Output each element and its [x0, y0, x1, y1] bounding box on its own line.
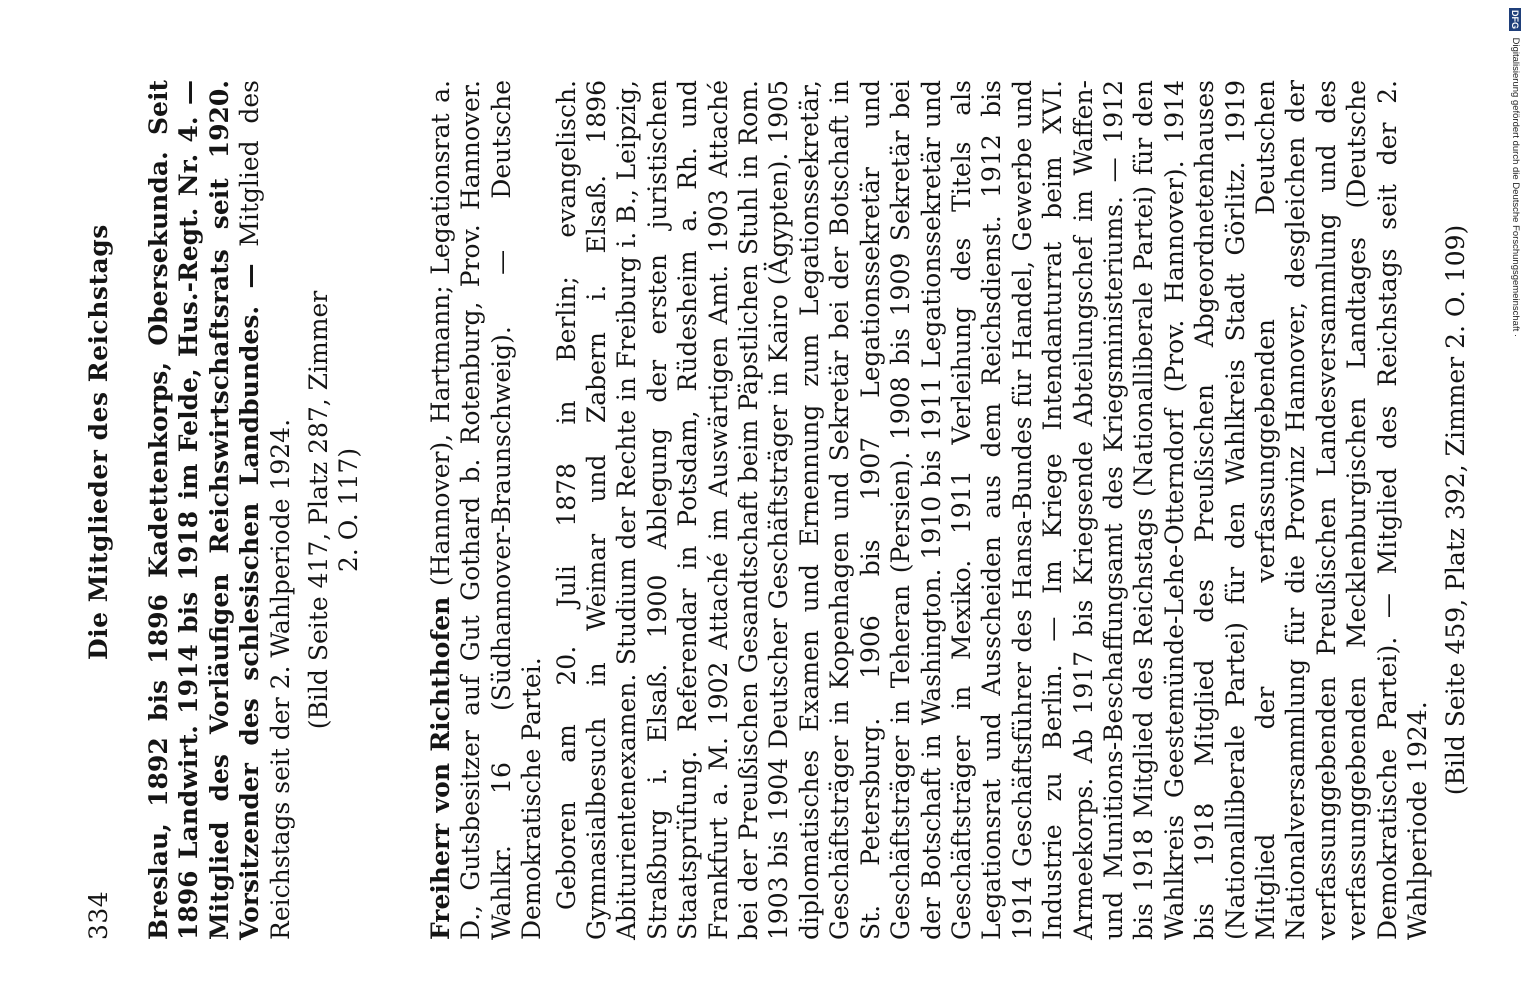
- page-header: [80, 40, 126, 940]
- rotated-book-page: [70, 20, 1523, 980]
- dfg-logo: DFG: [1510, 10, 1520, 29]
- digitization-text: Digitalisierung gefördert durch die Deutsche Forschungsgemeinschaft ·: [1510, 37, 1521, 338]
- photo-reference: (Bild Seite 417, Platz 287, Zimmer 2. O. 117): [304, 290, 364, 730]
- member-entry-continuation: [144, 80, 364, 940]
- member-name: Freiherr von Richthofen: [426, 596, 455, 940]
- entry-intro: [426, 80, 548, 940]
- digitization-notice: [1509, 8, 1521, 337]
- biography-text: Geboren am 20. Juli 1878 in Berlin; evangelisch. Gymnasialbesuch in Weimar und Zabern i. Elsaß. 1896 Abiturientenexamen. Studium der Rechte in Freiburg i. B., Leipzig, Straßburg i. Elsaß. 1900 Ablegung der ersten juristischen Staatsprüfung. Referendar in Potsdam, Rüdesheim a. Rh. und Frankfurt a. M. 1902 Attaché im Auswärtigen Amt. 1903 Attaché bei der Preußischen Gesandtschaft beim Päpstlichen Stuhl in Rom. 1903 bis 1904 Deutscher Geschäftsträger in Kairo (Ägypten). 1905 diplomatisches Examen und Ernennung zum Legationssekretär, Geschäftsträger in Kopenhagen und Sekretär bei der Botschaft in St. Petersburg. 1906 bis 1907 Legationssekretär und Geschäftsträger in Teheran (Persien). 1908 bis 1909 Sekretär bei der Botschaft in Washington. 1910 bis 1911 Legationssekretär und Geschäftsträger in Mexiko. 1911 Verleihung des Titels als Legationsrat und Ausscheiden aus dem Reichsdienst. 1912 bis 1914 Geschäftsführer des Hansa-Bundes für Handel, Gewerbe und Industrie zu Berlin. — Im Kriege Intendanturrat beim XVI. Armeekorps. Ab 1917 bis Kriegsende Abteilungschef im Waffen- und Munitions-Beschaffungsamt des Kriegsministeriums. — 1912 bis 1918 Mitglied des Reichstags (Nationalliberale Partei) für den Wahlkreis Geestemünde-Lehe-Otterndorf (Prov. Hannover). 1914 bis 1918 Mitglied des Preußischen Abgeordnetenhauses (Nationalliberale Partei) für den Wahlkreis Stadt Görlitz. 1919 Mitglied der verfassunggebenden Deutschen Nationalversammlung für die Provinz Hannover, desgleichen der verfassunggebenden Preußischen Landesversammlung und des verfassunggebenden Mecklenburgischen Landtages (Deutsche Demokratische Partei). —: [551, 80, 1402, 940]
- running-title: Die Mitglieder des Reichstags: [84, 224, 113, 660]
- member-biography: [552, 80, 1434, 940]
- member-intro: (Hannover), Hartmann; Legationsrat a. D., Gutsbesitzer auf Gut Gothard b. Rotenburg, Prov. Hannover. Wahlkr. 16 (Südhannover-Braunschweig). — Deutsche Demokratische Partei.: [426, 80, 547, 940]
- photo-reference-2: (Bild Seite 459, Platz 392, Zimmer 2. O. 109): [1441, 224, 1471, 796]
- biography-end: Mitglied des Reichstags seit der 2. Wahlperiode 1924.: [1372, 80, 1432, 940]
- member-entry-richthofen: [426, 80, 1472, 940]
- entry-text-b: Mitglied des Vorläufigen Reichswirtschaftsrats seit 1920. Vorsitzender des schlesischen Landbundes. —: [204, 80, 265, 940]
- entry-text: [144, 80, 296, 940]
- entry-text-c: Mitglied des Reichstags seit der 2. Wahlperiode 1924.: [235, 80, 295, 940]
- entry-text-a: Breslau, 1892 bis 1896 Kadettenkorps, Obersekunda. Seit 1896 Landwirt. 1914 bis 1918 im Felde, Hus.-Regt. Nr. 4. —: [144, 80, 204, 940]
- page-number: 334: [84, 890, 113, 940]
